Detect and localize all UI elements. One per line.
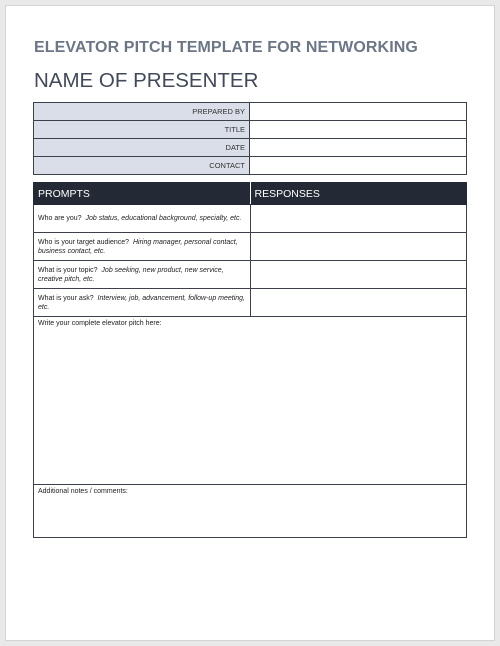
prompt-hint: Job status, educational background, specialty, etc. bbox=[85, 215, 242, 222]
info-row bbox=[34, 139, 467, 157]
date-field[interactable] bbox=[250, 139, 467, 157]
presenter-info-table bbox=[33, 102, 467, 175]
info-row bbox=[34, 121, 467, 139]
notes-label: Additional notes / comments: bbox=[38, 488, 128, 495]
prompt-row bbox=[34, 261, 467, 289]
prompt-question: Who is your target audience? bbox=[38, 238, 130, 246]
prepared-by-field[interactable] bbox=[250, 103, 467, 121]
prompt-hint: Interview, job, advancement, follow-up meeting, etc. bbox=[38, 294, 245, 311]
contact-label: CONTACT bbox=[34, 157, 250, 175]
prompt-question: What is your topic? bbox=[38, 266, 98, 274]
title-label: TITLE bbox=[34, 121, 250, 139]
prompt-hint: Hiring manager, personal contact, business contact, etc. bbox=[38, 238, 238, 255]
prompt-row bbox=[34, 205, 467, 233]
response-cell[interactable] bbox=[250, 289, 467, 317]
prompt-row bbox=[34, 289, 467, 317]
prompt-question: Who are you? bbox=[38, 215, 82, 222]
info-row bbox=[34, 157, 467, 175]
document-title: ELEVATOR PITCH TEMPLATE FOR NETWORKING bbox=[34, 39, 418, 56]
prompt-cell bbox=[34, 261, 251, 289]
responses-column-header: RESPONSES bbox=[250, 183, 467, 205]
prompt-cell bbox=[34, 289, 251, 317]
document-page bbox=[5, 5, 495, 641]
prompt-row bbox=[34, 233, 467, 261]
prompt-cell bbox=[34, 205, 251, 233]
info-row bbox=[34, 103, 467, 121]
response-cell[interactable] bbox=[250, 261, 467, 289]
title-field[interactable] bbox=[250, 121, 467, 139]
complete-pitch-area[interactable] bbox=[34, 317, 467, 485]
prompts-column-header: PROMPTS bbox=[34, 183, 251, 205]
prompt-hint: Job seeking, new product, new service, creative pitch, etc. bbox=[38, 266, 224, 283]
response-cell[interactable] bbox=[250, 205, 467, 233]
prompts-table bbox=[33, 182, 467, 538]
notes-row bbox=[34, 485, 467, 538]
prompt-question: What is your ask? bbox=[38, 294, 94, 302]
prompt-cell bbox=[34, 233, 251, 261]
notes-area[interactable] bbox=[34, 485, 467, 538]
response-cell[interactable] bbox=[250, 233, 467, 261]
contact-field[interactable] bbox=[250, 157, 467, 175]
complete-pitch-label: Write your complete elevator pitch here: bbox=[38, 320, 162, 327]
complete-pitch-row bbox=[34, 317, 467, 485]
date-label: DATE bbox=[34, 139, 250, 157]
prepared-by-label: PREPARED BY bbox=[34, 103, 250, 121]
prompts-table-header bbox=[34, 183, 467, 205]
presenter-heading: NAME OF PRESENTER bbox=[34, 69, 259, 92]
